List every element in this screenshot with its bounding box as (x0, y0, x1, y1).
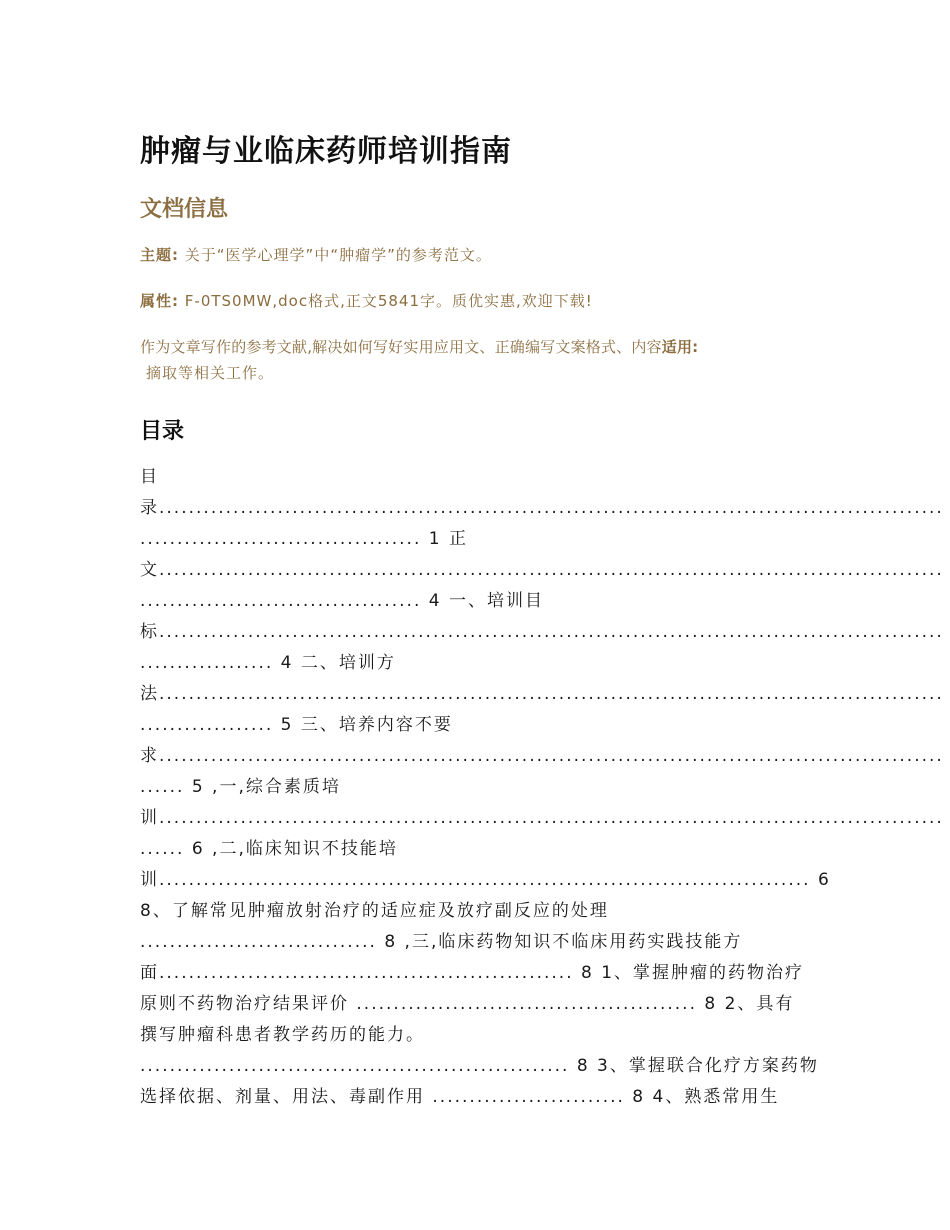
toc-line: 求.......................................................................................................... (140, 746, 944, 766)
table-of-contents (140, 462, 944, 1113)
toc-line: 训........................................................................................ 6 (140, 870, 831, 890)
usage-line-2 (140, 360, 810, 386)
toc-line: 撰写肿瘤科患者教学药历的能力。 (140, 1025, 425, 1045)
toc-line: 原则不药物治疗结果评价 .............................................. 8 2、具有 (140, 994, 795, 1014)
subject-value: 关于“医学心理学”中“肿瘤学”的参考范文。 (184, 246, 492, 264)
toc-heading: 目录 (140, 419, 185, 444)
toc-line: 8、了解常见肿瘤放射治疗的适应症及放疗副反应的处理 (140, 901, 609, 921)
attribute-line (140, 288, 810, 314)
doc-info-heading: 文档信息 (140, 197, 229, 222)
toc-line: 目 (140, 467, 159, 487)
toc-line: 文.......................................................................................................... (140, 560, 944, 580)
toc-line: 标.......................................................................................................... (140, 622, 944, 642)
document-title: 肿瘤与业临床药师培训指南 (140, 134, 512, 169)
toc-line: .......................................................... 8 3、掌握联合化疗方案药物 (140, 1056, 819, 1076)
toc-line: 面........................................................ 8 1、掌握肿瘤的药物治疗 (140, 963, 805, 983)
toc-line: 训.......................................................................................................... (140, 808, 944, 828)
subject-label: 主题: (140, 246, 179, 264)
toc-line: 选择依据、剂量、用法、毒副作用 .......................... 8 4、熟悉常用生 (140, 1087, 780, 1107)
usage-text: 作为文章写作的参考文献,解决如何写好实用应用文、正确编写文案格式、内容 (140, 338, 662, 356)
usage-text-2: 摘取等相关工作。 (146, 364, 275, 382)
attribute-label: 属性: (140, 292, 179, 310)
usage-line-1 (140, 334, 810, 360)
subject-line (140, 242, 810, 268)
toc-line: .................. 5 三、培养内容不要 (140, 715, 453, 735)
toc-line: 法.......................................................................................................... (140, 684, 944, 704)
toc-line: ................................ 8 ,三,临床药物知识不临床用药实践技能方 (140, 932, 743, 952)
toc-line: .................. 4 二、培训方 (140, 653, 396, 673)
usage-block (140, 334, 810, 386)
attribute-value: F-0TS0MW,doc格式,正文5841字。质优实惠,欢迎下载! (184, 292, 593, 310)
usage-label: 适用: (661, 338, 699, 356)
toc-line: ...................................... 4 一、培训目 (140, 591, 544, 611)
toc-line: 录.......................................................................................................... (140, 498, 944, 518)
toc-line: ...... 6 ,二,临床知识不技能培 (140, 839, 398, 859)
toc-line: ...... 5 ,一,综合素质培 (140, 777, 341, 797)
toc-line: ...................................... 1 正 (140, 529, 468, 549)
